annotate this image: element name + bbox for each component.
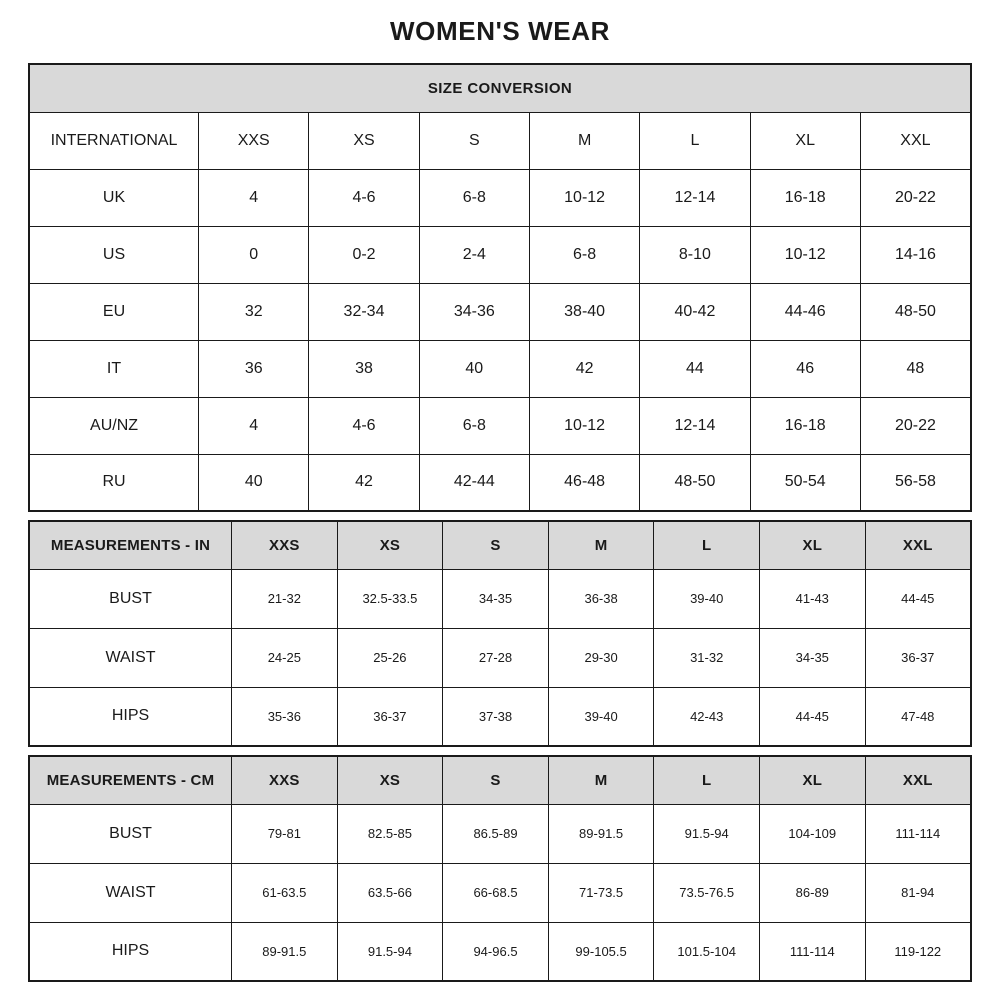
size-value: 12-14 (640, 397, 750, 454)
measurement-value: 91.5-94 (337, 922, 443, 981)
measurement-value: 41-43 (759, 569, 865, 628)
size-value: 0 (199, 226, 309, 283)
size-value: 4-6 (309, 169, 419, 226)
measurements-in-row-waist (29, 628, 971, 687)
measurements-cm-table (28, 755, 972, 982)
measurement-value: 99-105.5 (548, 922, 654, 981)
size-value: 4 (199, 169, 309, 226)
size-conversion-title-row (29, 64, 971, 112)
international-header: INTERNATIONAL (29, 112, 199, 169)
size-value: 34-36 (419, 283, 529, 340)
measurement-value: 81-94 (865, 863, 971, 922)
size-value: 16-18 (750, 397, 860, 454)
conversion-row-us (29, 226, 971, 283)
size-column-header-m: M (529, 112, 639, 169)
measurement-value: 63.5-66 (337, 863, 443, 922)
size-column-header-xs: XS (337, 521, 443, 569)
conversion-row-au-nz (29, 397, 971, 454)
measurement-value: 44-45 (865, 569, 971, 628)
measurements-cm-row-bust (29, 804, 971, 863)
measurement-value: 29-30 (548, 628, 654, 687)
measurement-value: 44-45 (759, 687, 865, 746)
size-column-header-xl: XL (759, 756, 865, 804)
measurement-value: 61-63.5 (232, 863, 338, 922)
measurements-in-header: MEASUREMENTS - IN (29, 521, 232, 569)
measurement-label-waist: WAIST (29, 863, 232, 922)
measurement-label-bust: BUST (29, 804, 232, 863)
measurement-value: 91.5-94 (654, 804, 760, 863)
measurement-value: 89-91.5 (548, 804, 654, 863)
size-value: 48-50 (640, 454, 750, 511)
measurement-value: 39-40 (548, 687, 654, 746)
measurement-value: 24-25 (232, 628, 338, 687)
measurement-value: 89-91.5 (232, 922, 338, 981)
measurement-value: 27-28 (443, 628, 549, 687)
measurement-value: 111-114 (865, 804, 971, 863)
measurement-value: 39-40 (654, 569, 760, 628)
size-value: 10-12 (750, 226, 860, 283)
measurement-value: 86-89 (759, 863, 865, 922)
size-column-header-m: M (548, 756, 654, 804)
measurement-value: 34-35 (443, 569, 549, 628)
conversion-row-ru (29, 454, 971, 511)
size-value: 6-8 (419, 397, 529, 454)
size-value: 44-46 (750, 283, 860, 340)
size-column-header-xs: XS (309, 112, 419, 169)
size-value: 40-42 (640, 283, 750, 340)
measurement-value: 119-122 (865, 922, 971, 981)
size-value: 42-44 (419, 454, 529, 511)
size-value: 38 (309, 340, 419, 397)
size-value: 50-54 (750, 454, 860, 511)
size-value: 32-34 (309, 283, 419, 340)
size-value: 20-22 (860, 169, 971, 226)
size-value: 46-48 (529, 454, 639, 511)
region-label-it: IT (29, 340, 199, 397)
conversion-row-it (29, 340, 971, 397)
measurement-value: 31-32 (654, 628, 760, 687)
region-label-ru: RU (29, 454, 199, 511)
size-column-header-xxs: XXS (199, 112, 309, 169)
size-value: 20-22 (860, 397, 971, 454)
size-column-header-xl: XL (750, 112, 860, 169)
region-label-uk: UK (29, 169, 199, 226)
measurement-value: 66-68.5 (443, 863, 549, 922)
size-value: 16-18 (750, 169, 860, 226)
size-column-header-xxs: XXS (232, 521, 338, 569)
measurement-value: 73.5-76.5 (654, 863, 760, 922)
size-column-header-m: M (548, 521, 654, 569)
size-column-header-s: S (443, 521, 549, 569)
measurements-in-row-bust (29, 569, 971, 628)
size-conversion-table (28, 63, 972, 512)
measurement-value: 104-109 (759, 804, 865, 863)
size-value: 36 (199, 340, 309, 397)
measurement-value: 35-36 (232, 687, 338, 746)
size-value: 4 (199, 397, 309, 454)
measurement-value: 36-37 (337, 687, 443, 746)
size-value: 40 (199, 454, 309, 511)
measurement-value: 34-35 (759, 628, 865, 687)
measurement-value: 36-37 (865, 628, 971, 687)
size-value: 6-8 (529, 226, 639, 283)
size-value: 4-6 (309, 397, 419, 454)
measurement-value: 32.5-33.5 (337, 569, 443, 628)
size-value: 48 (860, 340, 971, 397)
size-value: 44 (640, 340, 750, 397)
measurements-in-row-hips (29, 687, 971, 746)
measurement-label-waist: WAIST (29, 628, 232, 687)
measurement-value: 82.5-85 (337, 804, 443, 863)
size-value: 14-16 (860, 226, 971, 283)
measurements-cm-header-row (29, 756, 971, 804)
size-column-header-xl: XL (759, 521, 865, 569)
size-value: 48-50 (860, 283, 971, 340)
measurement-value: 71-73.5 (548, 863, 654, 922)
size-value: 8-10 (640, 226, 750, 283)
size-column-header-xxl: XXL (860, 112, 971, 169)
measurement-label-hips: HIPS (29, 922, 232, 981)
measurement-value: 25-26 (337, 628, 443, 687)
measurement-value: 111-114 (759, 922, 865, 981)
measurements-in-header-row (29, 521, 971, 569)
size-column-header-xxs: XXS (232, 756, 338, 804)
measurements-cm-row-waist (29, 863, 971, 922)
conversion-row-eu (29, 283, 971, 340)
size-column-header-xxl: XXL (865, 756, 971, 804)
size-column-header-s: S (443, 756, 549, 804)
measurements-cm-row-hips (29, 922, 971, 981)
measurement-value: 79-81 (232, 804, 338, 863)
conversion-column-header-row (29, 112, 971, 169)
measurement-value: 36-38 (548, 569, 654, 628)
size-column-header-l: L (640, 112, 750, 169)
size-value: 32 (199, 283, 309, 340)
size-value: 38-40 (529, 283, 639, 340)
region-label-us: US (29, 226, 199, 283)
measurement-value: 42-43 (654, 687, 760, 746)
conversion-row-uk (29, 169, 971, 226)
size-value: 42 (529, 340, 639, 397)
size-column-header-s: S (419, 112, 529, 169)
size-value: 6-8 (419, 169, 529, 226)
size-column-header-l: L (654, 756, 760, 804)
size-value: 2-4 (419, 226, 529, 283)
measurement-label-hips: HIPS (29, 687, 232, 746)
measurement-value: 86.5-89 (443, 804, 549, 863)
measurement-value: 94-96.5 (443, 922, 549, 981)
measurement-value: 21-32 (232, 569, 338, 628)
size-column-header-xxl: XXL (865, 521, 971, 569)
size-value: 12-14 (640, 169, 750, 226)
page-title: WOMEN'S WEAR (390, 16, 610, 46)
measurements-cm-header: MEASUREMENTS - CM (29, 756, 232, 804)
size-column-header-l: L (654, 521, 760, 569)
size-value: 40 (419, 340, 529, 397)
region-label-au-nz: AU/NZ (29, 397, 199, 454)
size-value: 46 (750, 340, 860, 397)
region-label-eu: EU (29, 283, 199, 340)
measurements-in-table (28, 520, 972, 747)
size-value: 42 (309, 454, 419, 511)
size-value: 0-2 (309, 226, 419, 283)
size-value: 56-58 (860, 454, 971, 511)
size-column-header-xs: XS (337, 756, 443, 804)
measurement-value: 101.5-104 (654, 922, 760, 981)
measurement-label-bust: BUST (29, 569, 232, 628)
size-value: 10-12 (529, 397, 639, 454)
size-value: 10-12 (529, 169, 639, 226)
measurement-value: 47-48 (865, 687, 971, 746)
size-conversion-header: SIZE CONVERSION (29, 64, 971, 112)
measurement-value: 37-38 (443, 687, 549, 746)
